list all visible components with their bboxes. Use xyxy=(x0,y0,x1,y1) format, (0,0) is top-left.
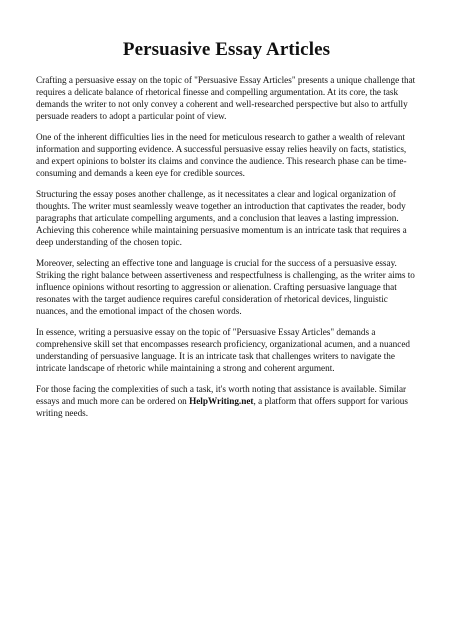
paragraph-research: One of the inherent difficulties lies in the need for meticulous research to gather a wealth of relevant information and supporting evidence. A successful persuasive essay relies heavily on facts, statistics, and expert opinions to bolster its claims and convince the audience. This research phase can be time-consuming and demands a keen eye for credible sources. xyxy=(36,132,407,178)
paragraph-structure: Structuring the essay poses another challenge, as it necessitates a clear and logical organization of thoughts. The writer must seamlessly weave together an introduction that captivates the reader, body paragraphs that articulate compelling arguments, and a conclusion that leaves a lasting impression. Achieving this coherence while maintaining persuasive momentum is an intricate task that requires a deep understanding of the chosen topic. xyxy=(36,189,407,247)
paragraph-intro: Crafting a persuasive essay on the topic of "Persuasive Essay Articles" presents a unique challenge that requires a delicate balance of rhetorical finesse and compelling argumentation. At its core, the task demands the writer to not only convey a coherent and well-researched perspective but also to artfully persuade readers to adopt a particular point of view. xyxy=(36,75,416,121)
paragraph-assistance xyxy=(36,383,417,419)
paragraph-tone: Moreover, selecting an effective tone and language is crucial for the success of a persuasive essay. Striking the right balance between assertiveness and respectfulness is challenging, as the writer aims to influence opinions without resorting to aggression or alienation. Crafting persuasive language that resonates with the target audience requires careful consideration of rhetorical devices, linguistic nuances, and the emotional impact of the chosen words. xyxy=(36,258,415,316)
document-title: Persuasive Essay Articles xyxy=(122,39,331,60)
document-body xyxy=(36,38,417,428)
assistance-text-after: , a platform that offers support for various writing needs. xyxy=(36,396,408,418)
assistance-text-before: For those facing the complexities of such a task, it's worth noting that assistance is available. Similar essays and much more can be ordered on xyxy=(36,384,407,406)
paragraph-essence: In essence, writing a persuasive essay on the topic of "Persuasive Essay Articles" demands a comprehensive skill set that encompasses research proficiency, organizational acumen, and a nuanced understanding of persuasive language. It is an intricate task that challenges writers to navigate the intricate landscape of rhetoric while maintaining a strong and coherent argument. xyxy=(36,327,410,373)
helpwriting-link[interactable]: HelpWriting.net xyxy=(189,396,254,406)
